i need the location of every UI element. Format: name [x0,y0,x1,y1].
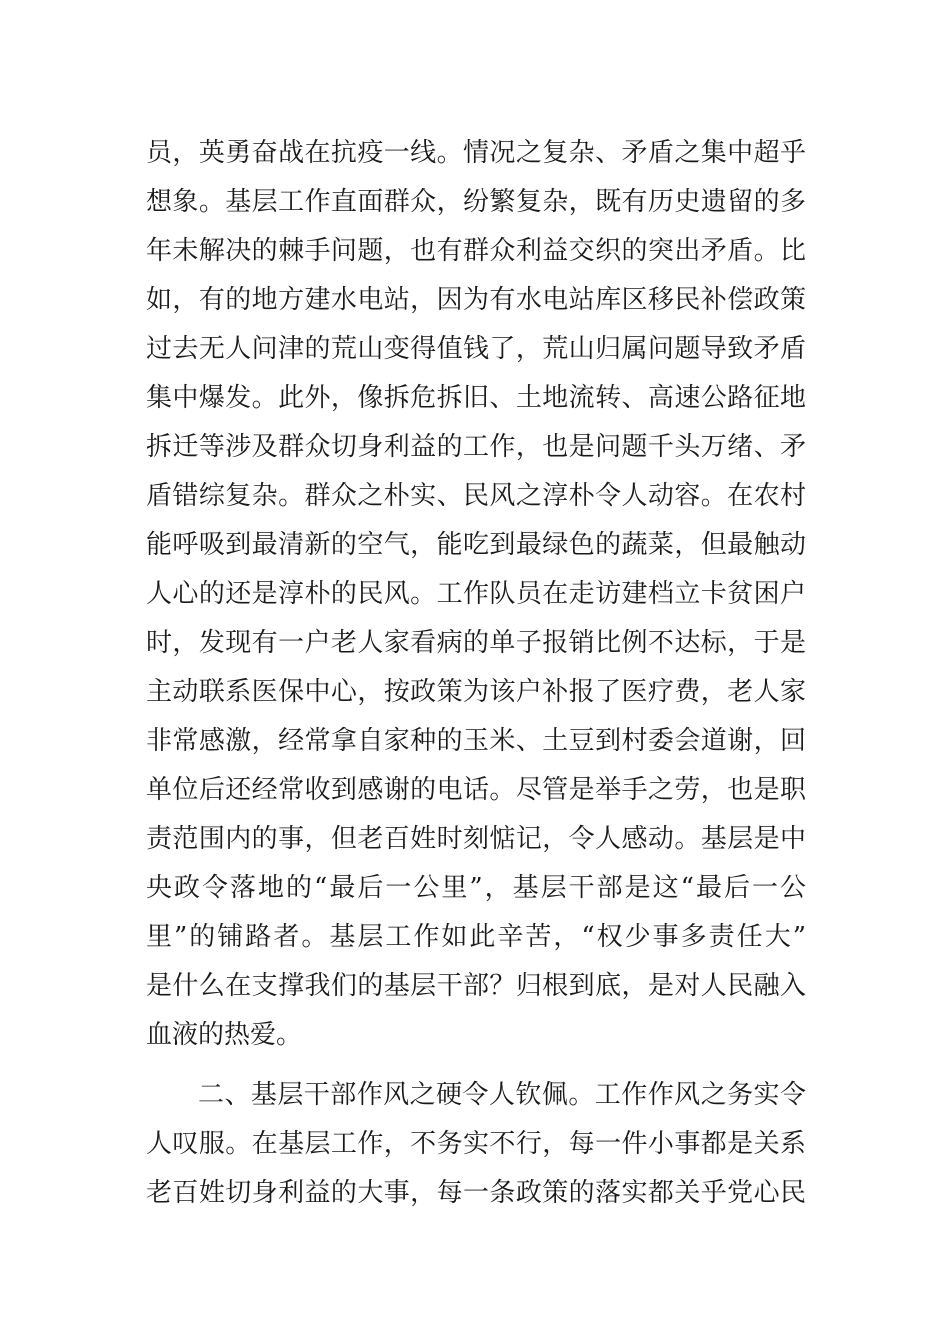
text-line: 过去无人问津的荒山变得值钱了，荒山归属问题导致矛盾 [146,334,806,364]
text-line: 里”的铺路者。基层工作如此辛苦，“权少事多责任大” [146,922,806,952]
text-line: 是什么在支撑我们的基层干部？归根到底，是对人民融入 [146,971,806,1001]
text-line: 如，有的地方建水电站，因为有水电站库区移民补偿政策 [146,285,806,315]
text-line: 员，英勇奋战在抗疫一线。情况之复杂、矛盾之集中超乎 [146,138,806,168]
text-line: 拆迁等涉及群众切身利益的工作，也是问题千头万绪、矛 [146,432,806,462]
text-line: 非常感激，经常拿自家种的玉米、土豆到村委会道谢，回 [146,726,806,756]
text-line: 时，发现有一户老人家看病的单子报销比例不达标，于是 [146,628,806,658]
text-line: 单位后还经常收到感谢的电话。尽管是举手之劳，也是职 [146,775,806,805]
text-line: 主动联系医保中心，按政策为该户补报了医疗费，老人家 [146,677,806,707]
text-line: 盾错综复杂。群众之朴实、民风之淳朴令人动容。在农村 [146,481,806,511]
text-line: 想象。基层工作直面群众，纷繁复杂，既有历史遗留的多 [146,187,806,217]
paragraph-heading-line: 二、基层干部作风之硬令人钦佩。工作作风之务实令 [198,1080,806,1110]
text-line: 责范围内的事，但老百姓时刻惦记，令人感动。基层是中 [146,824,806,854]
text-line: 年未解决的棘手问题，也有群众利益交织的突出矛盾。比 [146,236,806,266]
paragraph-last-line: 血液的热爱。 [146,1020,303,1050]
text-line: 人心的还是淳朴的民风。工作队员在走访建档立卡贫困户 [146,579,806,609]
text-line: 能呼吸到最清新的空气，能吃到最绿色的蔬菜，但最触动 [146,530,806,560]
text-line: 人叹服。在基层工作，不务实不行，每一件小事都是关系 [146,1129,806,1159]
text-line: 央政令落地的“最后一公里”，基层干部是这“最后一公 [146,873,806,903]
text-line: 老百姓切身利益的大事，每一条政策的落实都关乎党心民 [146,1178,806,1208]
text-line: 集中爆发。此外，像拆危拆旧、土地流转、高速公路征地 [146,383,806,413]
